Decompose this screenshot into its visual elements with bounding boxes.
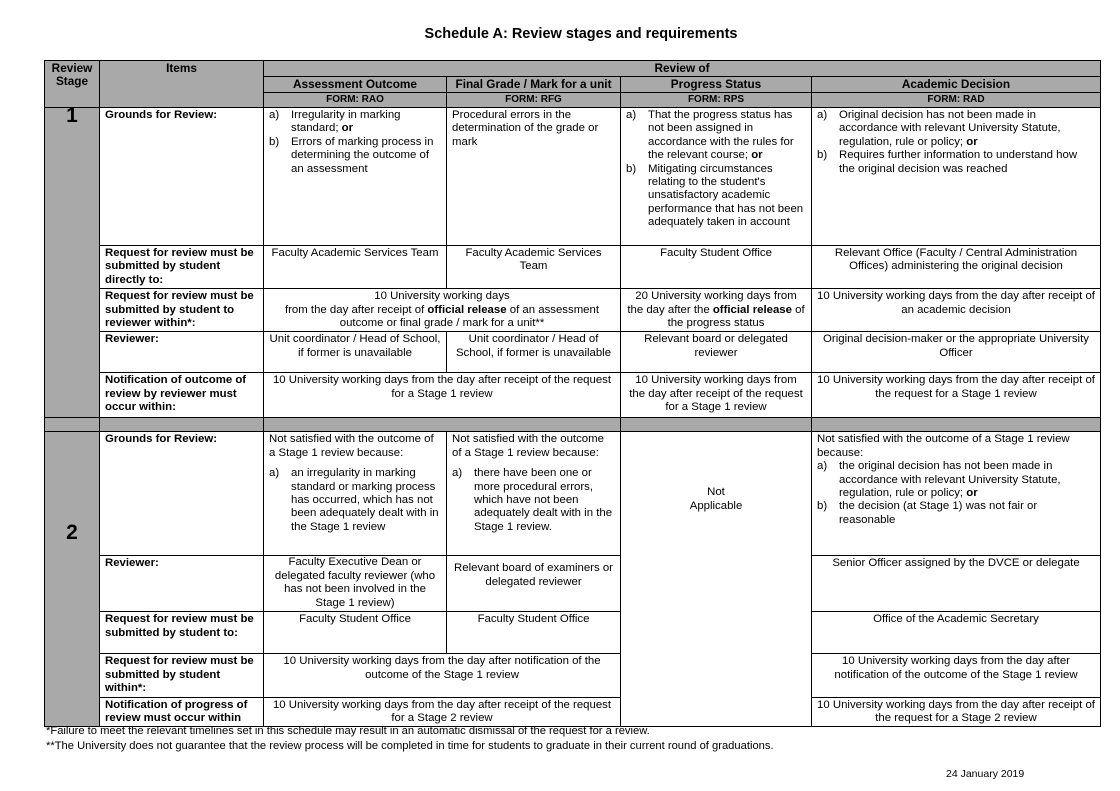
form-code-rao: FORM: RAO	[264, 93, 447, 108]
s2-submit-to-rfg: Faculty Student Office	[447, 612, 621, 654]
col-header-final-grade: Final Grade / Mark for a unit	[447, 77, 621, 93]
s1-grounds-label: Grounds for Review:	[100, 108, 264, 246]
s1-submit-to-label: Request for review must be submitted by student directly to:	[100, 246, 264, 289]
stage-2-number: 2	[45, 432, 100, 727]
s2-notification-rao-rfg: 10 University working days from the day after receipt of the request for a Stage 2 review	[264, 697, 621, 727]
s1-within-rao-rfg: 10 University working days from the day after receipt of official release of an assessment outcome or final grade / mark for a unit**	[264, 289, 621, 332]
s1-reviewer-label: Reviewer:	[100, 332, 264, 373]
s1-grounds-rps: a) That the progress status has not been assigned in accordance with the rules for the relevant course; or b) Mitigating circumstances relating to the student's unsatisfactory academic performance that has not been adequately taken in account	[621, 108, 812, 246]
footnote-timelines: *Failure to meet the relevant timelines set in this schedule may result in an automatic dismissal of the request for a review.	[46, 725, 650, 737]
s1-grounds-rad: a) Original decision has not been made in accordance with relevant University Statute, regulation, rule or policy; or b) Requires further information to understand how the original decision was reached	[812, 108, 1101, 246]
s2-notification-rad: 10 University working days from the day after receipt of the request for a Stage 2 review	[812, 697, 1101, 727]
s2-submit-to-label: Request for review must be submitted by student to:	[100, 612, 264, 654]
stage-1-number: 1	[45, 108, 100, 418]
s1-submit-to-rad: Relevant Office (Faculty / Central Administration Offices) administering the original decision	[812, 246, 1101, 289]
header-review-of: Review of	[264, 61, 1101, 77]
s1-within-label: Request for review must be submitted by student to reviewer within*:	[100, 289, 264, 332]
stage-separator	[45, 418, 1101, 432]
s1-grounds-rao: a) Irregularity in marking standard; or b) Errors of marking process in determining the outcome of an assessment	[264, 108, 447, 246]
s2-within-rao-rfg: 10 University working days from the day after notification of the outcome of the Stage 1 review	[264, 654, 621, 697]
s1-reviewer-rao: Unit coordinator / Head of School, if former is unavailable	[264, 332, 447, 373]
footnote-graduation: **The University does not guarantee that the review process will be completed in time for students to graduate in their current round of graduations.	[46, 740, 774, 752]
s2-reviewer-label: Reviewer:	[100, 556, 264, 612]
form-code-rfg: FORM: RFG	[447, 93, 621, 108]
s1-notification-rps: 10 University working days from the day after receipt of the request for a Stage 1 review	[621, 373, 812, 418]
s1-reviewer-rad: Original decision-maker or the appropriate University Officer	[812, 332, 1101, 373]
s1-within-rad: 10 University working days from the day after receipt of an academic decision	[812, 289, 1101, 332]
s2-progress-status-na: Not Applicable	[621, 432, 812, 727]
s1-submit-to-rfg: Faculty Academic Services Team	[447, 246, 621, 289]
s1-submit-to-rao: Faculty Academic Services Team	[264, 246, 447, 289]
page-title: Schedule A: Review stages and requirements	[424, 26, 738, 42]
form-code-rad: FORM: RAD	[812, 93, 1101, 108]
col-header-academic-decision: Academic Decision	[812, 77, 1101, 93]
s2-reviewer-rfg: Relevant board of examiners or delegated reviewer	[447, 556, 621, 612]
col-header-assessment-outcome: Assessment Outcome	[264, 77, 447, 93]
s1-grounds-rfg: Procedural errors in the determination of the grade or mark	[447, 108, 621, 246]
s2-submit-to-rad: Office of the Academic Secretary	[812, 612, 1101, 654]
s2-notification-label: Notification of progress of review must occur within	[100, 697, 264, 727]
s2-grounds-rao: Not satisfied with the outcome of a Stage 1 review because: a) an irregularity in marking standard or marking process has occurred, which has not been adequately dealt with in the Stage 1 review	[264, 432, 447, 556]
header-items: Items	[100, 61, 264, 108]
s2-submit-to-rao: Faculty Student Office	[264, 612, 447, 654]
s2-reviewer-rao: Faculty Executive Dean or delegated faculty reviewer (who has not been involved in the Stage 1 review)	[264, 556, 447, 612]
s1-notification-rad: 10 University working days from the day after receipt of the request for a Stage 1 review	[812, 373, 1101, 418]
s2-reviewer-rad: Senior Officer assigned by the DVCE or delegate	[812, 556, 1101, 612]
s2-within-rad: 10 University working days from the day after notification of the outcome of the Stage 1 review	[812, 654, 1101, 697]
s1-submit-to-rps: Faculty Student Office	[621, 246, 812, 289]
form-code-rps: FORM: RPS	[621, 93, 812, 108]
s1-within-rps: 20 University working days from the day after the official release of the progress status	[621, 289, 812, 332]
s2-grounds-rfg: Not satisfied with the outcome of a Stage 1 review because: a) there have been one or more procedural errors, which have not been adequately dealt with in the Stage 1 review.	[447, 432, 621, 556]
s1-reviewer-rfg: Unit coordinator / Head of School, if former is unavailable	[447, 332, 621, 373]
review-schedule-table	[44, 60, 1101, 727]
s1-notification-rao-rfg: 10 University working days from the day after receipt of the request for a Stage 1 review	[264, 373, 621, 418]
s2-grounds-label: Grounds for Review:	[100, 432, 264, 556]
s2-within-label: Request for review must be submitted by student within*:	[100, 654, 264, 697]
s1-notification-label: Notification of outcome of review by reviewer must occur within:	[100, 373, 264, 418]
header-stage: Review Stage	[45, 61, 100, 108]
col-header-progress-status: Progress Status	[621, 77, 812, 93]
s2-grounds-rad: Not satisfied with the outcome of a Stage 1 review because: a) the original decision has not been made in accordance with relevant University Statute, regulation, rule or policy; or b) the decision (at Stage 1) was not fair or reasonable	[812, 432, 1101, 556]
document-date: 24 January 2019	[946, 768, 1025, 780]
s1-reviewer-rps: Relevant board or delegated reviewer	[621, 332, 812, 373]
